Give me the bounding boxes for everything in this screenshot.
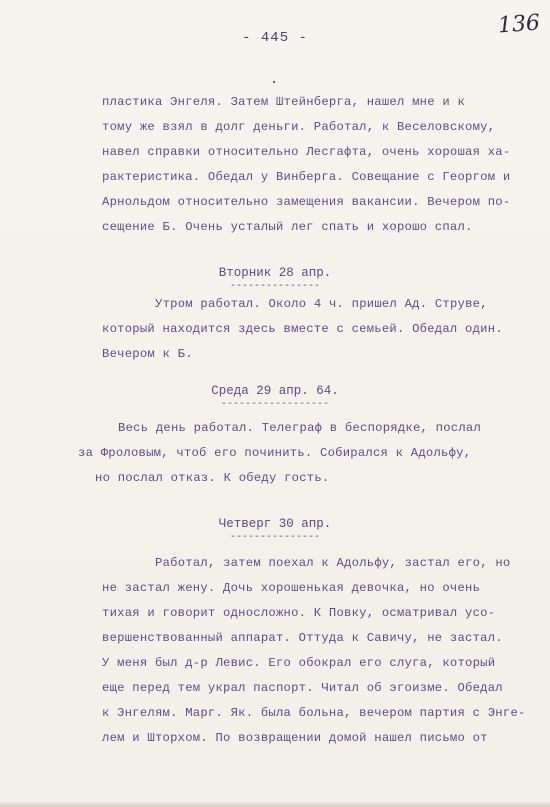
text-line: но послал отказ. К обеду гость. bbox=[95, 471, 330, 485]
text-line: который находится здесь вместе с семьей. Обедал один. bbox=[102, 322, 503, 336]
text-line: сещение Б. Очень усталый лег спать и хорошо спал. bbox=[102, 220, 473, 234]
text-line: тихая и говорит односложно. К Повку, осматривал усо- bbox=[102, 606, 496, 620]
text-line: У меня был д-р Левис. Его обокрал его слуга, который bbox=[102, 656, 496, 670]
text-line: Весь день работал. Телеграф в беспорядке, послал bbox=[118, 421, 482, 435]
page-number: - 445 - bbox=[242, 30, 308, 46]
heading-underline: --------------- bbox=[229, 532, 320, 543]
text-line: Работал, затем поехал к Адольфу, застал его, но bbox=[155, 556, 511, 570]
text-line: лем и Шторхом. По возвращении домой нашел письмо от bbox=[102, 731, 488, 745]
text-line: вершенствованный аппарат. Оттуда к Савичу, не застал. bbox=[102, 631, 503, 645]
text-line: навел справки относительно Лесгафта, очень хорошая ха- bbox=[102, 145, 511, 159]
text-line: рактеристика. Обедал у Винберга. Совещание с Георгом и bbox=[102, 170, 511, 184]
text-line: за Фроловым, чтоб его починить. Собирался к Адольфу, bbox=[78, 446, 472, 460]
entry-date-heading: Среда 29 апр. 64. bbox=[211, 384, 339, 398]
text-line: не застал жену. Дочь хорошенькая девочка, но очень bbox=[102, 581, 481, 595]
page-edge-shadow bbox=[0, 801, 550, 807]
text-line: Утром работал. Около 4 ч. пришел Ад. Струве, bbox=[155, 297, 488, 311]
text-line: еще перед тем украл паспорт. Читал об эгоизме. Обедал bbox=[102, 681, 503, 695]
ink-dot: . bbox=[270, 72, 279, 88]
archive-number-handwritten: 136 bbox=[497, 10, 541, 39]
text-line: Вечером к Б. bbox=[102, 347, 193, 361]
entry-date-heading: Вторник 28 апр. bbox=[218, 266, 332, 280]
text-line: пластика Энгеля. Затем Штейнберга, нашел мне и к bbox=[102, 95, 466, 109]
entry-date-heading: Четверг 30 апр. bbox=[218, 517, 332, 531]
text-line: Арнольдом относительно замещения вакансии. Вечером по- bbox=[102, 195, 511, 209]
heading-underline: --------------- bbox=[229, 281, 320, 292]
text-line: тому же взял в долг деньги. Работал, к Веселовскому, bbox=[102, 120, 496, 134]
text-line: к Энгелям. Марг. Як. была больна, вечером партия с Энге- bbox=[102, 706, 526, 720]
heading-underline: ------------------ bbox=[220, 399, 330, 410]
